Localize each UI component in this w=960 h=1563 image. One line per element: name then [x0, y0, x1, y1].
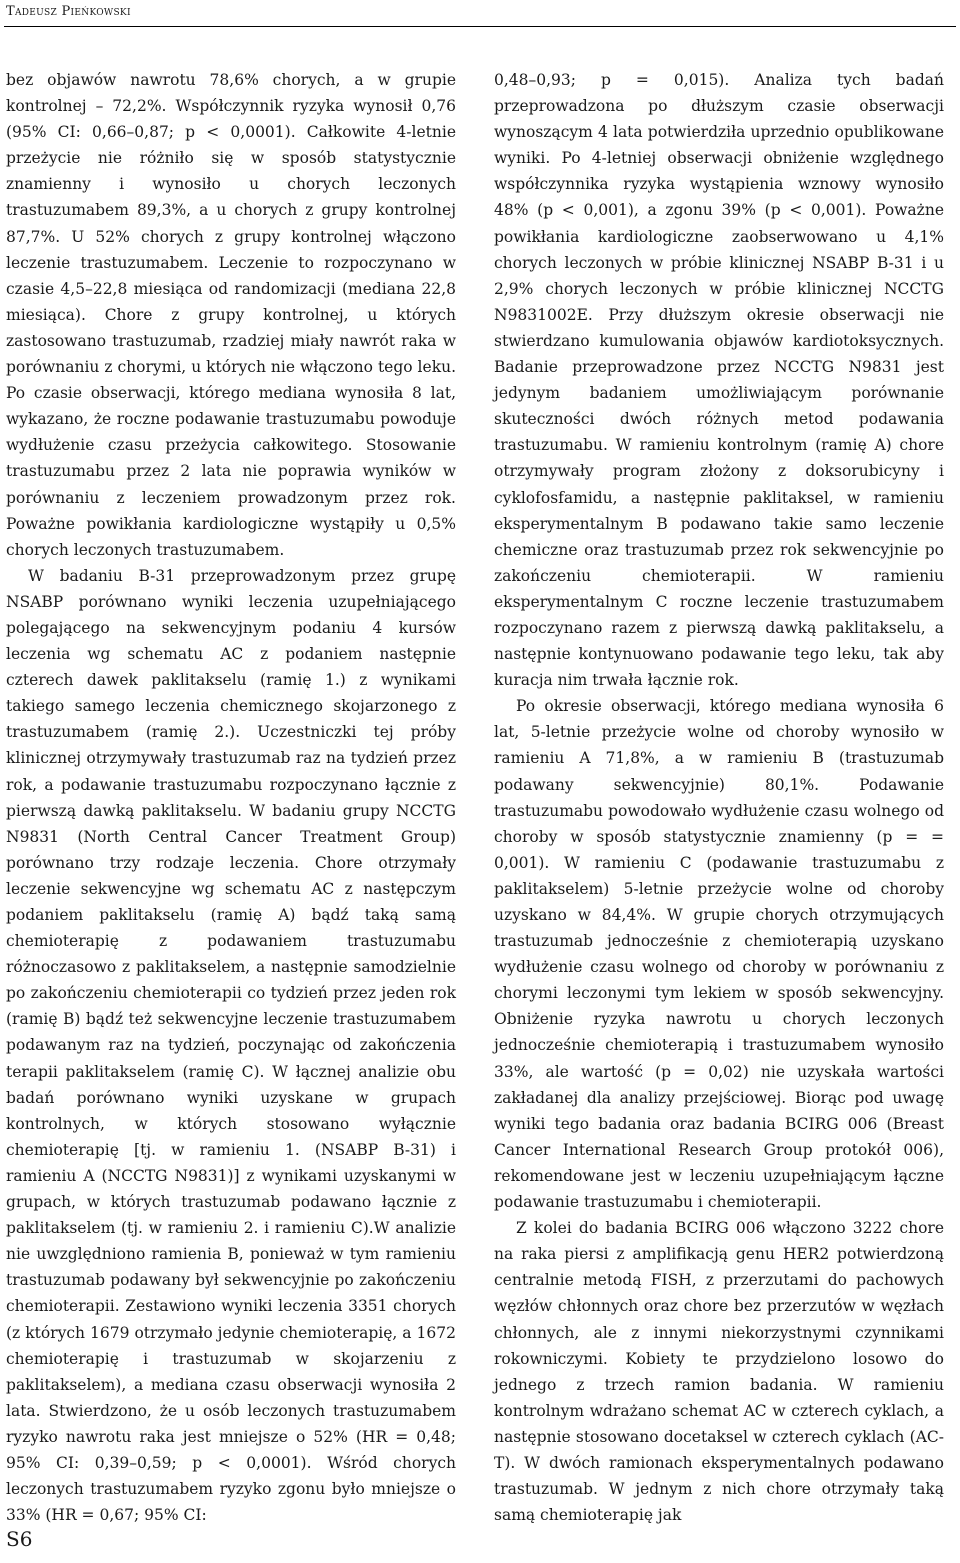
right-column [494, 67, 944, 1528]
paragraph: bez objawów nawrotu 78,6% chorych, a w grupie kontrolnej – 72,2%. Współczynnik ryzyka wynosił 0,76 (95% CI: 0,66–0,87; p < 0,0001). Całkowite 4-letnie przeżycie nie różniło się w sposób statystycznie znamienny i wynosiło u chorych leczonych trastuzumabem 89,3%, a u chorych z grupy kontrolnej 87,7%. U 52% chorych z grupy kontrolnej włączono leczenie trastuzumabem. Leczenie to rozpoczynano w czasie 4,5–22,8 miesiąca od randomizacji (mediana 22,8 miesiąca). Chore z grupy kontrolnej, u których zastosowano trastuzumab, rzadziej miały nawrót raka w porównaniu z chorymi, u których nie włączono tego leku. Po czasie obserwacji, którego mediana wynosiła 8 lat, wykazano, że roczne podawanie trastuzumabu powoduje wydłużenie czasu przeżycia całkowitego. Stosowanie trastuzumabu przez 2 lata nie poprawia wyników w porównaniu z leczeniem prowadzonym przez rok. Poważne powikłania kardiologiczne wystąpiły u 0,5% chorych leczonych trastuzumabem. [6, 71, 456, 559]
header-rule [4, 26, 956, 27]
paragraph: W badaniu B-31 przeprowadzonym przez grupę NSABP porównano wyniki leczenia uzupełniającego polegającego na sekwencyjnym podaniu 4 kursów leczenia wg schematu AC z podaniem następnie czterech dawek paklitakselu (ramię 1.) z wynikami takiego samego leczenia chemicznego skojarzonego z trastuzumabem (ramię 2.). Uczestniczki tej próby klinicznej otrzymywały trastuzumab raz na tydzień przez rok, a podawanie trastuzumabu rozpoczynano łącznie z pierwszą dawką paklitakselu. W badaniu grupy NCCTG N9831 (North Central Cancer Treatment Group) porównano trzy rodzaje leczenia. Chore otrzymały leczenie sekwencyjne wg schematu AC z następczym podaniem paklitakselu (ramię A) bądź taką samą chemioterapię z podawaniem trastuzumabu różnoczasowo z paklitakselem, a następnie samodzielnie po zakończeniu chemioterapii co tydzień przez jeden rok (ramię B) bądź też sekwencyjne leczenie trastuzumabem podawanym raz na tydzień, poczynając od zakończenia terapii paklitakselem (ramię C). W łącznej analizie obu badań porównano wyniki uzyskane w grupach kontrolnych, w których stosowano wyłącznie chemioterapię [tj. w ramieniu 1. (NSABP B-31) i ramieniu A (NCCTG N9831)] z wynikami uzyskanymi w grupach, w których trastuzumab podawano łącznie z paklitakselem (tj. w ramieniu 2. i ramieniu C).W analizie nie uwzględniono ramienia B, ponieważ w tym ramieniu trastuzumab podawany był sekwencyjnie po zakończeniu chemioterapii. Zestawiono wyniki leczenia 3351 chorych (z których 1679 otrzymało jedynie chemioterapię, a 1672 chemioterapię i trastuzumab w skojarzeniu z paklitakselem), a mediana czasu obserwacji wynosiła 2 lata. Stwierdzono, że u osób leczonych trastuzumabem ryzyko nawrotu raka jest mniejsze o 52% (HR = 0,48; 95% CI: 0,39–0,59; p < 0,0001). Wśród chorych leczonych trastuzumabem ryzyko zgonu było mniejsze o 33% (HR = 0,67; 95% CI: [6, 566, 456, 1525]
page-number: S6 [6, 1527, 33, 1551]
left-column [6, 67, 456, 1528]
paragraph: 0,48–0,93; p = 0,015). Analiza tych badań przeprowadzona po dłuższym czasie obserwacji wynoszącym 4 lata potwierdziła uprzednio opublikowane wyniki. Po 4-letniej obserwacji obniżenie względnego współczynnika ryzyka wystąpienia wznowy wynosiło 48% (p < 0,001), a zgonu 39% (p < 0,001). Poważne powikłania kardiologiczne zaobserwowano u 4,1% chorych leczonych w próbie klinicznej NSABP B-31 i u 2,9% chorych leczonych w próbie klinicznej NCCTG N9831002E. Przy dłuższym okresie obserwacji nie stwierdzano kumulowania objawów kardiotoksycznych. Badanie przeprowadzone przez NCCTG N9831 jest jedynym badaniem umożliwiającym porównanie skuteczności dwóch różnych metod podawania trastuzumabu. W ramieniu kontrolnym (ramię A) chore otrzymywały program złożony z doksorubicyny i cyklofosfamidu, a następnie paklitaksel, w ramieniu eksperymentalnym B podawano takie samo leczenie chemiczne oraz trastuzumab przez rok sekwencyjnie po zakończeniu chemioterapii. W ramieniu eksperymentalnym C roczne leczenie trastuzumabem rozpoczynano razem z pierwszą dawką paklitakselu, a następnie kontynuowano podawanie tego leku, tak aby kuracja nim trwała łącznie rok. [494, 71, 944, 690]
paragraph: Z kolei do badania BCIRG 006 włączono 3222 chore na raka piersi z amplifikacją genu HER2 potwierdzoną centralnie metodą FISH, z przerzutami do pachowych węzłów chłonnych oraz chore bez przerzutów w węzłach chłonnych, ale z innymi niekorzystnymi czynnikami rokowniczymi. Kobiety te przydzielono losowo do jednego z trzech ramion badania. W ramieniu kontrolnym wdrażano schemat AC w czterech cyklach, a następnie stosowano docetaksel w czterech cyklach (AC-T). W dwóch ramionach eksperymentalnych podawano trastuzumab. W jednym z nich chore otrzymały taką samą chemioterapię jak [494, 1219, 944, 1525]
paragraph: Po okresie obserwacji, którego mediana wynosiła 6 lat, 5-letnie przeżycie wolne od choroby wynosiło w ramieniu A 71,8%, a w ramieniu B (trastuzumab podawany sekwencyjnie) 80,1%. Podawanie trastuzumabu powodowało wydłużenie czasu wolnego od choroby w sposób statystycznie znamienny (p = = 0,001). W ramieniu C (podawanie trastuzumabu z paklitakselem) 5-letnie przeżycie wolne od choroby uzyskano w 84,4%. W grupie chorych otrzymujących trastuzumab jednocześnie z chemioterapią uzyskano wydłużenie czasu wolnego od choroby w porównaniu z chorymi leczonymi tym lekiem w sposób sekwencyjny. Obniżenie ryzyka nawrotu u chorych leczonych jednocześnie chemioterapią i trastuzumabem wynosiło 33%, ale wartość (p = 0,02) nie uzyskała wartości zakładanej dla analizy przejściowej. Biorąc pod uwagę wyniki tego badania oraz badania BCIRG 006 (Breast Cancer International Research Group protokół 006), rekomendowane jest w leczeniu uzupełniającym łączne podawanie trastuzumabu i chemioterapii. [494, 697, 944, 1212]
running-head-author: Tadeusz Pieńkowski [6, 4, 131, 19]
